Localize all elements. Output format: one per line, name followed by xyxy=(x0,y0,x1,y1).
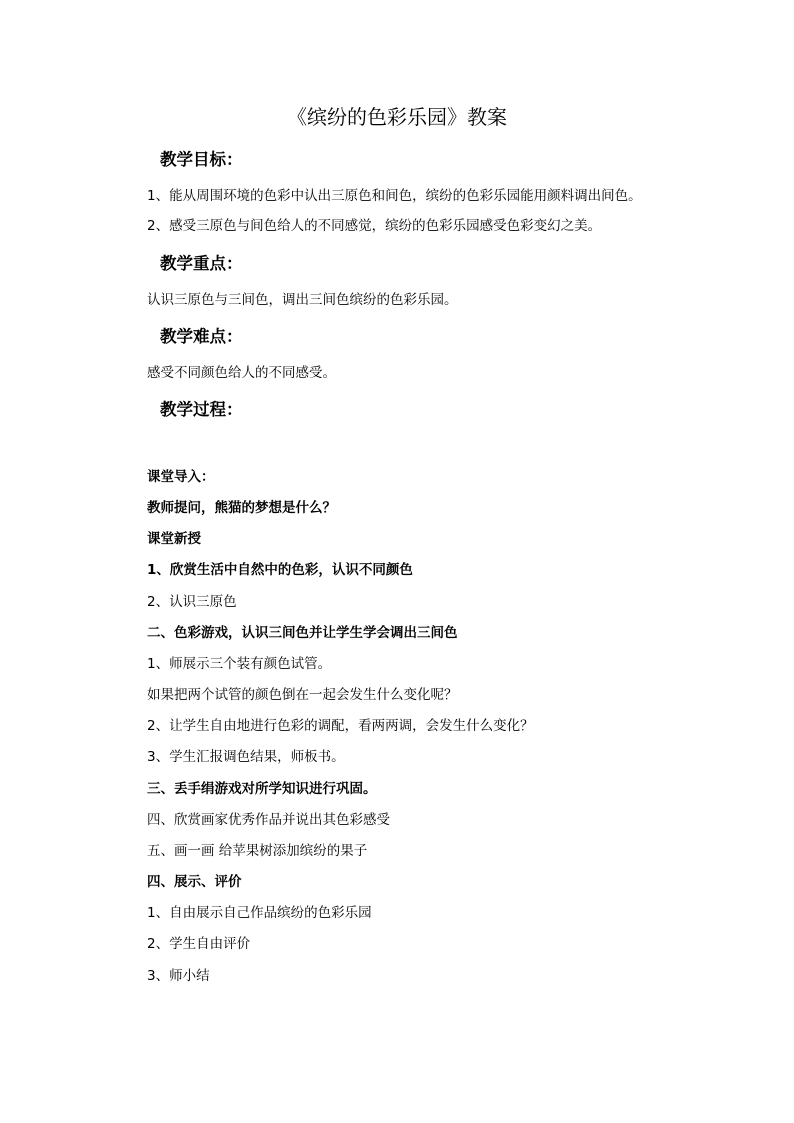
objective-item-2: 2、感受三原色与间色给人的不同感觉，缤纷的色彩乐园感受色彩变幻之美。 xyxy=(147,218,602,234)
process-line: 课堂新授 xyxy=(147,531,201,547)
process-line: 二、色彩游戏，认识三间色并让学生学会调出三间色 xyxy=(147,625,458,641)
document-title: 《缤纷的色彩乐园》教案 xyxy=(287,105,507,129)
process-line: 1、自由展示自己作品缤纷的色彩乐园 xyxy=(147,905,372,921)
objective-item-1: 1、能从周围环境的色彩中认出三原色和间色，缤纷的色彩乐园能用颜料调出间色。 xyxy=(147,188,642,204)
process-line: 1、师展示三个装有颜色试管。 xyxy=(147,656,332,672)
process-line: 三、丢手绢游戏对所学知识进行巩固。 xyxy=(147,781,377,797)
section-heading-process: 教学过程： xyxy=(160,400,243,419)
key-point-text: 认识三原色与三间色，调出三间色缤纷的色彩乐园。 xyxy=(147,292,458,308)
process-line: 教师提问，熊猫的梦想是什么？ xyxy=(147,500,336,516)
process-line: 2、学生自由评价 xyxy=(147,936,251,952)
process-line: 四、展示、评价 xyxy=(147,874,242,890)
section-heading-objectives: 教学目标： xyxy=(160,150,243,169)
process-line: 3、师小结 xyxy=(147,968,210,984)
process-line: 四、欣赏画家优秀作品并说出其色彩感受 xyxy=(147,812,390,828)
process-line: 课堂导入： xyxy=(147,469,215,485)
process-line: 3、学生汇报调色结果，师板书。 xyxy=(147,749,345,765)
process-line: 1、欣赏生活中自然中的色彩，认识不同颜色 xyxy=(147,562,413,578)
section-heading-difficulties: 教学难点： xyxy=(160,327,243,346)
process-line: 2、让学生自由地进行色彩的调配，看两两调，会发生什么变化？ xyxy=(147,718,534,734)
section-heading-key-points: 教学重点： xyxy=(160,254,243,273)
process-line: 2、认识三原色 xyxy=(147,594,237,610)
process-line: 五、画一画 给苹果树添加缤纷的果子 xyxy=(147,843,368,859)
difficulty-text: 感受不同颜色给人的不同感受。 xyxy=(147,365,336,381)
process-line: 如果把两个试管的颜色倒在一起会发生什么变化呢？ xyxy=(147,687,458,703)
